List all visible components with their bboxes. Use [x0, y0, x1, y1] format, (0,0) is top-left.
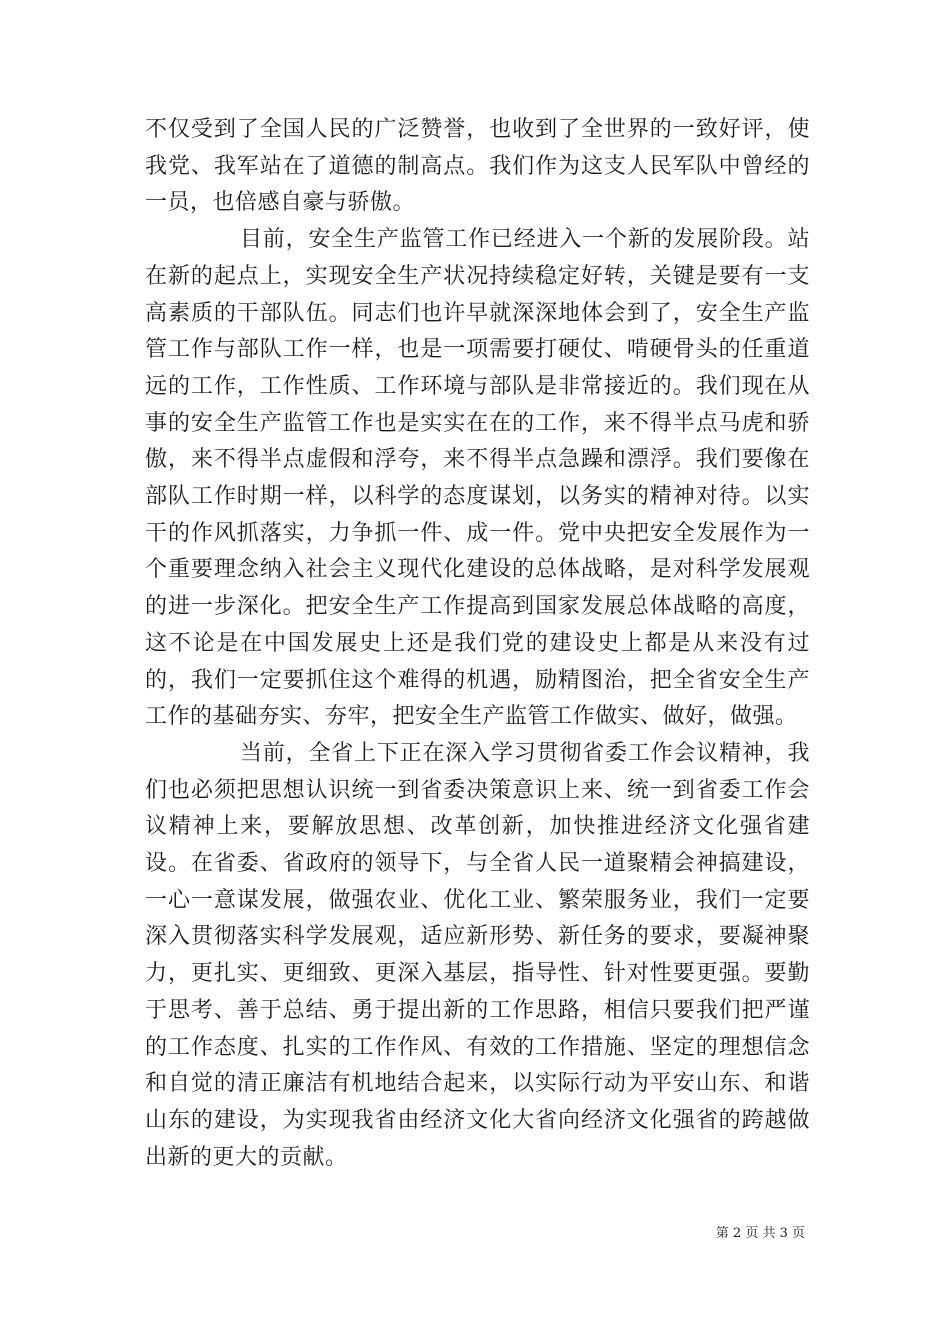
paragraph-provincial-meeting: 当前，全省上下正在深入学习贯彻省委工作会议精神，我们也必须把思想认识统一到省委决策意识上来、统一到省委工作会议精神上来，要解放思想、改革创新，加快推进经济文化强省建设。在省委、省政府的领导下，与全省人民一道聚精会神搞建设，一心一意谋发展，做强农业、优化工业、繁荣服务业，我们一定要深入贯彻落实科学发展观，适应新形势、新任务的要求，要凝神聚力，更扎实、更细致、更深入基层，指导性、针对性要更强。要勤于思考、善于总结、勇于提出新的工作思路，相信只要我们把严谨的工作态度、扎实的工作作风、有效的工作措施、坚定的理想信念和自觉的清正廉洁有机地结合起来，以实际行动为平安山东、和谐山东的建设，为实现我省由经济文化大省向经济文化强省的跨越做出新的更大的贡献。	[145, 740, 810, 1170]
paragraph-current-stage: 目前，安全生产监管工作已经进入一个新的发展阶段。站在新的起点上，实现安全生产状况持续稳定好转，关键是要有一支高素质的干部队伍。同志们也许早就深深地体会到了，安全生产监管工作与部队工作一样，也是一项需要打硬仗、啃硬骨头的任重道远的工作，工作性质、工作环境与部队是非常接近的。我们现在从事的安全生产监管工作也是实实在在的工作，来不得半点马虎和骄傲，来不得半点虚假和浮夸，来不得半点急躁和漂浮。我们要像在部队工作时期一样，以科学的态度谋划，以务实的精神对待。以实干的作风抓落实，力争抓一件、成一件。党中央把安全发展作为一个重要理念纳入社会主义现代化建设的总体战略，是对科学发展观的进一步深化。把安全生产工作提高到国家发展总体战略的高度，这不论是在中国发展史上还是我们党的建设史上都是从来没有过的，我们一定要抓住这个难得的机遇，励精图治，把全省安全生产工作的基础夯实、夯牢，把安全生产监管工作做实、做好，做强。	[145, 227, 810, 730]
document-body	[145, 112, 810, 1176]
page-number: 第 2 页 共 3 页	[715, 1226, 805, 1241]
paragraph-continued: 不仅受到了全国人民的广泛赞誉，也收到了全世界的一致好评，使我党、我军站在了道德的制高点。我们作为这支人民军队中曾经的一员，也倍感自豪与骄傲。	[145, 117, 810, 216]
